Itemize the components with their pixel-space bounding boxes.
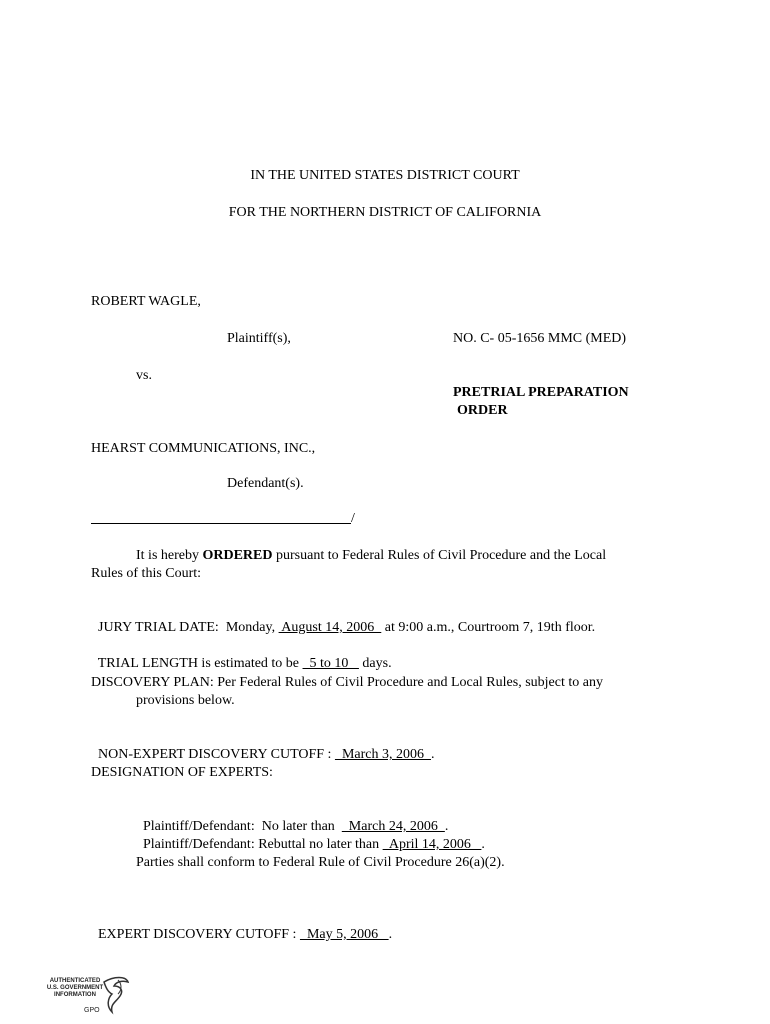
pd-deadline-label: Plaintiff/Defendant: No later than <box>143 819 342 834</box>
jury-trial-location: at 9:00 a.m., Courtroom 7, 19th floor. <box>381 620 596 635</box>
non-expert-cutoff-period: . <box>430 747 435 762</box>
plaintiff-role: Plaintiff(s), <box>227 331 291 346</box>
signature-slash: / <box>351 511 355 526</box>
non-expert-cutoff-date: March 3, 2006 <box>334 747 431 762</box>
auth-line-1: AUTHENTICATED <box>49 978 101 984</box>
designation-of-experts: DESIGNATION OF EXPERTS: <box>91 765 273 780</box>
eagle-icon <box>100 974 132 1018</box>
pd-deadline-period: . <box>444 819 449 834</box>
intro-post: pursuant to Federal Rules of Civil Procedure and the Local <box>272 548 607 563</box>
gpo-seal-text <box>44 978 106 999</box>
pd-rebuttal-date: April 14, 2006 <box>382 837 482 852</box>
jury-trial-date-value: August 14, 2006 <box>278 620 382 635</box>
jury-trial-label: JURY TRIAL DATE: Monday, <box>98 620 279 635</box>
expert-discovery-cutoff <box>91 908 392 944</box>
plaintiff-defendant-rebuttal <box>136 818 485 854</box>
intro-line-2: Rules of this Court: <box>91 566 202 581</box>
signature-line <box>91 523 351 524</box>
discovery-plan-line-1: DISCOVERY PLAN: Per Federal Rules of Civil Procedure and Local Rules, subject to any <box>91 675 603 690</box>
pd-rebuttal-period: . <box>481 837 485 852</box>
trial-length <box>91 637 392 673</box>
versus: vs. <box>136 368 152 383</box>
trial-length-value: 5 to 10 <box>302 656 359 671</box>
pd-deadline-date: March 24, 2006 <box>341 819 445 834</box>
expert-cutoff-period: . <box>388 927 393 942</box>
auth-line-3: INFORMATION <box>54 992 96 998</box>
jury-trial-date <box>91 601 595 637</box>
non-expert-cutoff-label: NON-EXPERT DISCOVERY CUTOFF : <box>98 747 335 762</box>
case-number: NO. C- 05-1656 MMC (MED) <box>453 331 627 346</box>
intro-ordered: ORDERED <box>202 548 273 563</box>
court-line-2: FOR THE NORTHERN DISTRICT OF CALIFORNIA <box>228 205 542 220</box>
order-title-line-1: PRETRIAL PREPARATION <box>453 385 629 400</box>
gpo-label: GPO <box>84 1007 100 1014</box>
auth-line-2: U.S. GOVERNMENT <box>46 985 104 991</box>
expert-cutoff-date: May 5, 2006 <box>299 927 389 942</box>
intro-paragraph <box>136 547 606 565</box>
expert-cutoff-label: EXPERT DISCOVERY CUTOFF : <box>98 927 300 942</box>
plaintiff-name: ROBERT WAGLE, <box>91 294 201 309</box>
discovery-plan-line-2: provisions below. <box>136 693 235 708</box>
gpo-authentication-seal <box>44 974 134 1018</box>
intro-pre: It is hereby <box>136 548 203 563</box>
trial-length-label: TRIAL LENGTH is estimated to be <box>97 656 303 671</box>
defendant-name: HEARST COMMUNICATIONS, INC., <box>91 441 316 456</box>
non-expert-cutoff <box>91 728 434 764</box>
trial-length-unit: days. <box>358 656 392 671</box>
conform-statement: Parties shall conform to Federal Rule of Civil Procedure 26(a)(2). <box>136 855 505 870</box>
court-line-1: IN THE UNITED STATES DISTRICT COURT <box>250 168 520 183</box>
defendant-role: Defendant(s). <box>227 476 304 491</box>
pd-rebuttal-label: Plaintiff/Defendant: Rebuttal no later than <box>143 837 383 852</box>
order-title-line-2: ORDER <box>457 403 508 418</box>
